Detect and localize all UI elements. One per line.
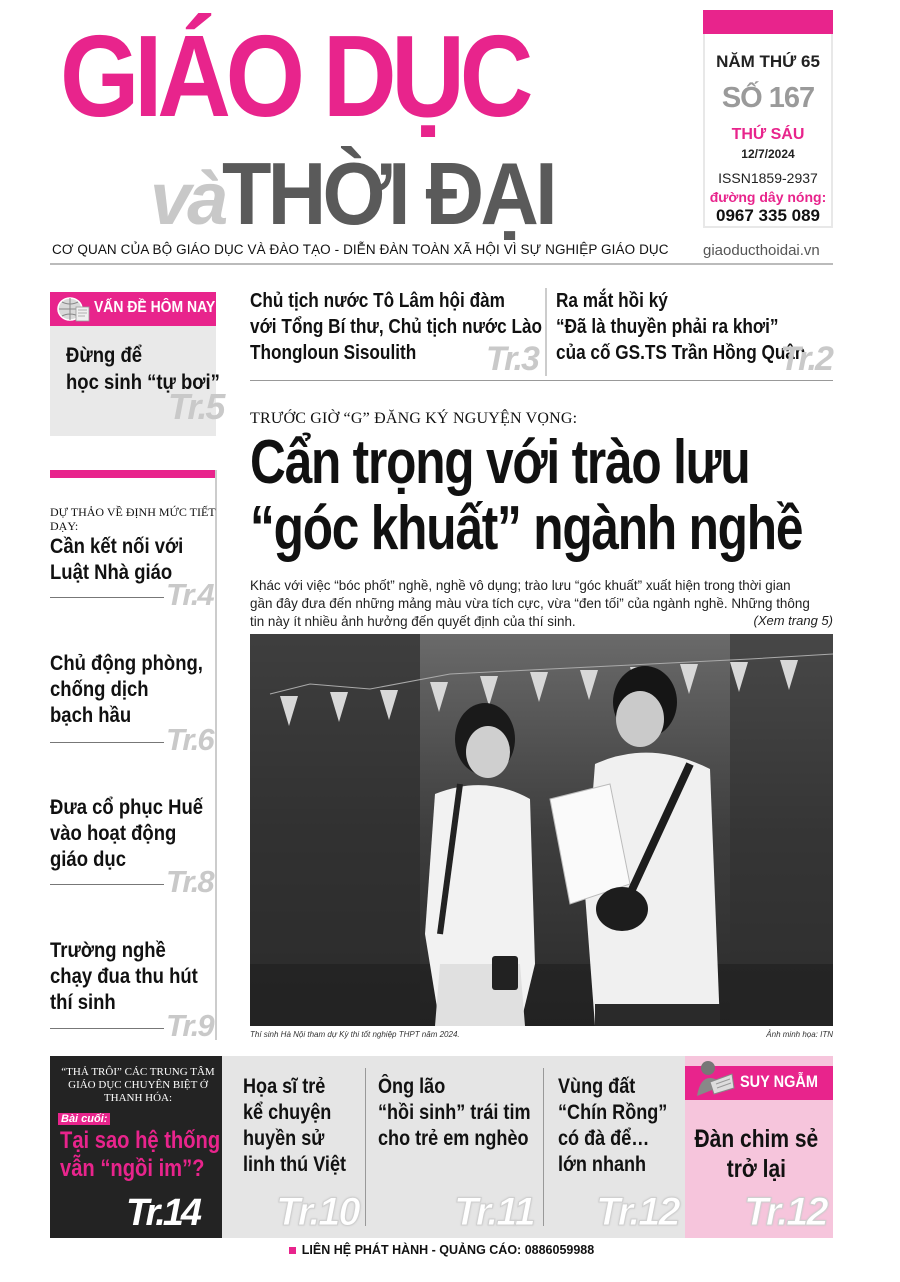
side-story-2-title-line2: chống dịch xyxy=(50,678,149,701)
side-story-4-title-line1: Trường nghề xyxy=(50,939,166,962)
issue-today-header xyxy=(50,292,216,326)
issue-today-box[interactable] xyxy=(50,292,224,436)
issue-date: 12/7/2024 xyxy=(741,147,795,161)
issue-weekday: THỨ SÁU xyxy=(731,126,805,143)
side-story-2-title-line3: bạch hầu xyxy=(50,704,132,727)
bottom-story-3-line2: “Chín Rồng” xyxy=(558,1101,668,1124)
side-story-3-title-line1: Đưa cổ phục Huế xyxy=(50,796,204,819)
side-story-2-page-ref: Tr.6 xyxy=(166,722,213,757)
masthead-brand-va: và xyxy=(150,157,225,240)
bottom-dark-story-kicker: “THẢ TRÔI” CÁC TRUNG TÂM GIÁO DỤC CHUYÊN BIỆT Ở THANH HÓA: xyxy=(61,1066,215,1104)
bottom-story-1-line2: kể chuyện xyxy=(243,1101,332,1124)
side-story-4-title-line2: chạy đua thu hút xyxy=(50,965,198,988)
bottom-dark-story-title xyxy=(60,1127,228,1183)
side-story-1-rule xyxy=(50,597,164,598)
masthead-brand-bottom: THỜI ĐẠI xyxy=(222,144,554,243)
footer-contact[interactable] xyxy=(50,1243,833,1257)
issue-box-accent-bar xyxy=(703,10,833,34)
bottom-story-2-line3: cho trẻ em nghèo xyxy=(378,1127,529,1150)
bottom-dark-story-tag: Bài cuối: xyxy=(58,1113,110,1125)
reflect-title xyxy=(690,1124,823,1184)
side-story-4-title-line3: thí sinh xyxy=(50,991,116,1014)
bottom-story-1-line4: linh thú Việt xyxy=(243,1153,347,1176)
hotline-number[interactable]: 0967 335 089 xyxy=(716,206,820,225)
top-teaser-2-line3: của cố GS.TS Trần Hồng Quân xyxy=(556,342,806,364)
side-story-1-kicker: DỰ THẢO VỀ ĐỊNH MỨC TIẾT DẠY: xyxy=(50,505,216,533)
top-teaser-2-line1: Ra mắt hồi ký xyxy=(556,290,668,312)
issue-today-title-line1: Đừng để xyxy=(66,344,143,367)
side-story-4-page-ref: Tr.9 xyxy=(166,1008,213,1043)
hotline-label: đường dây nóng: xyxy=(709,189,827,205)
footer-contact-text: LIÊN HỆ PHÁT HÀNH - QUẢNG CÁO: 0886059988 xyxy=(301,1243,595,1257)
bottom-story-1-line1: Họa sĩ trẻ xyxy=(243,1075,326,1098)
bottom-dark-story-page-ref: Tr.14 xyxy=(126,1192,200,1234)
issue-today-label: VẤN ĐỀ HÔM NAY xyxy=(94,299,216,316)
bottom-story-2-line2: “hồi sinh” trái tim xyxy=(378,1101,531,1124)
main-headline-line2: “góc khuất” ngành nghề xyxy=(250,494,803,563)
side-story-1-title-line1: Cần kết nối với xyxy=(50,535,184,558)
main-story-lede: Khác với việc “bóc phốt” nghề, nghề vô dụng; trào lưu “góc khuất” xuất hiện trong thời gian gần đây đưa đến những mảng màu vừa tích cực, vừa “đen tối” của ngành nghề. Những thông tin này ít nhiều ảnh hưởng đến quyết định của thí sinh. xyxy=(250,577,810,629)
reflect-label: SUY NGẪM xyxy=(740,1073,818,1091)
side-story-3-title-line3: giáo dục xyxy=(50,848,126,871)
issue-number: SỐ 167 xyxy=(721,82,815,114)
side-story-2-title-line1: Chủ động phòng, xyxy=(50,652,203,675)
photo-credit: Ảnh minh họa: ITN xyxy=(766,1030,833,1039)
side-story-2-rule xyxy=(50,742,164,743)
bottom-story-1-line3: huyền sử xyxy=(243,1127,325,1150)
side-story-2-title[interactable] xyxy=(50,651,208,729)
reader-icon xyxy=(692,1056,738,1102)
issue-info-box xyxy=(703,10,833,228)
bottom-dark-story-title-line2: vẫn “ngồi im”? xyxy=(60,1155,205,1182)
bottom-dark-story-title-line1: Tại sao hệ thống xyxy=(60,1127,221,1154)
left-column-rule xyxy=(215,470,217,1040)
bottom-story-3-page-ref: Tr.12 xyxy=(596,1190,679,1234)
side-story-3-title[interactable] xyxy=(50,795,208,873)
top-teaser-2-line2: “Đã là thuyền phải ra khơi” xyxy=(556,316,779,338)
footer-bullet-square xyxy=(289,1247,296,1254)
main-story-see-page[interactable]: (Xem trang 5) xyxy=(753,613,833,628)
side-story-4-rule xyxy=(50,1028,164,1029)
photo-caption: Thí sinh Hà Nội tham dự Kỳ thi tốt nghiệp THPT năm 2024. xyxy=(250,1030,460,1039)
masthead-tagline: CƠ QUAN CỦA BỘ GIÁO DỤC VÀ ĐÀO TẠO - DIỄN ĐÀN TOÀN XÃ HỘI VÌ SỰ NGHIỆP GIÁO DỤC xyxy=(52,242,669,257)
main-story-kicker: TRƯỚC GIỜ “G” ĐĂNG KÝ NGUYỆN VỌNG: xyxy=(250,410,578,427)
masthead-brand-top: GIÁO DỤC xyxy=(60,11,529,141)
side-story-4-title[interactable] xyxy=(50,938,208,1016)
issue-issn: ISSN1859-2937 xyxy=(718,170,818,186)
main-story-headline[interactable] xyxy=(250,430,842,562)
side-story-1-title-line2: Luật Nhà giáo xyxy=(50,561,173,584)
top-teaser-1-line3: Thongloun Sisoulith xyxy=(250,342,417,364)
top-teaser-divider xyxy=(545,288,547,376)
issue-today-title-line2: học sinh “tự bơi” xyxy=(66,371,220,394)
bottom-divider-1 xyxy=(365,1068,366,1226)
bottom-story-2-line1: Ông lão xyxy=(378,1075,446,1098)
bottom-story-2-title[interactable] xyxy=(378,1074,531,1152)
bottom-story-2-page-ref: Tr.11 xyxy=(454,1190,534,1234)
masthead-divider xyxy=(50,263,833,265)
top-teaser-2-page-ref: Tr.2 xyxy=(780,340,832,378)
side-story-3-rule xyxy=(50,884,164,885)
bottom-story-3-title[interactable] xyxy=(558,1074,667,1178)
top-teaser-1-line2: với Tổng Bí thư, Chủ tịch nước Lào xyxy=(250,316,543,338)
top-teaser-2[interactable] xyxy=(556,288,805,366)
top-teaser-1-page-ref: Tr.3 xyxy=(486,340,538,378)
reflect-page-ref: Tr.12 xyxy=(744,1190,827,1234)
teasers-bottom-rule xyxy=(250,380,833,381)
main-headline-line1: Cẩn trọng với trào lưu xyxy=(250,428,750,497)
side-story-1-page-ref: Tr.4 xyxy=(166,577,213,612)
bottom-story-3-line4: lớn nhanh xyxy=(558,1153,647,1176)
globe-icon xyxy=(56,295,90,323)
top-teaser-1-line1: Chủ tịch nước Tô Lâm hội đàm xyxy=(250,290,505,312)
side-story-3-page-ref: Tr.8 xyxy=(166,864,213,899)
bottom-story-3-line1: Vùng đất xyxy=(558,1075,636,1098)
side-story-3-title-line2: vào hoạt động xyxy=(50,822,177,845)
reflect-title-line1: Đàn chim sẻ xyxy=(694,1125,819,1153)
bottom-story-1-page-ref: Tr.10 xyxy=(276,1190,359,1234)
bottom-story-3-line3: có đà để… xyxy=(558,1127,650,1150)
issue-today-page-ref: Tr.5 xyxy=(168,386,224,427)
bottom-story-1-title[interactable] xyxy=(243,1074,346,1178)
main-story-photo xyxy=(250,634,833,1026)
reflect-title-line2: trở lại xyxy=(726,1155,786,1183)
issue-year: NĂM THỨ 65 xyxy=(716,52,820,71)
website-link[interactable]: giaoducthoidai.vn xyxy=(703,242,820,259)
left-column-accent-bar xyxy=(50,470,216,478)
bottom-divider-2 xyxy=(543,1068,544,1226)
